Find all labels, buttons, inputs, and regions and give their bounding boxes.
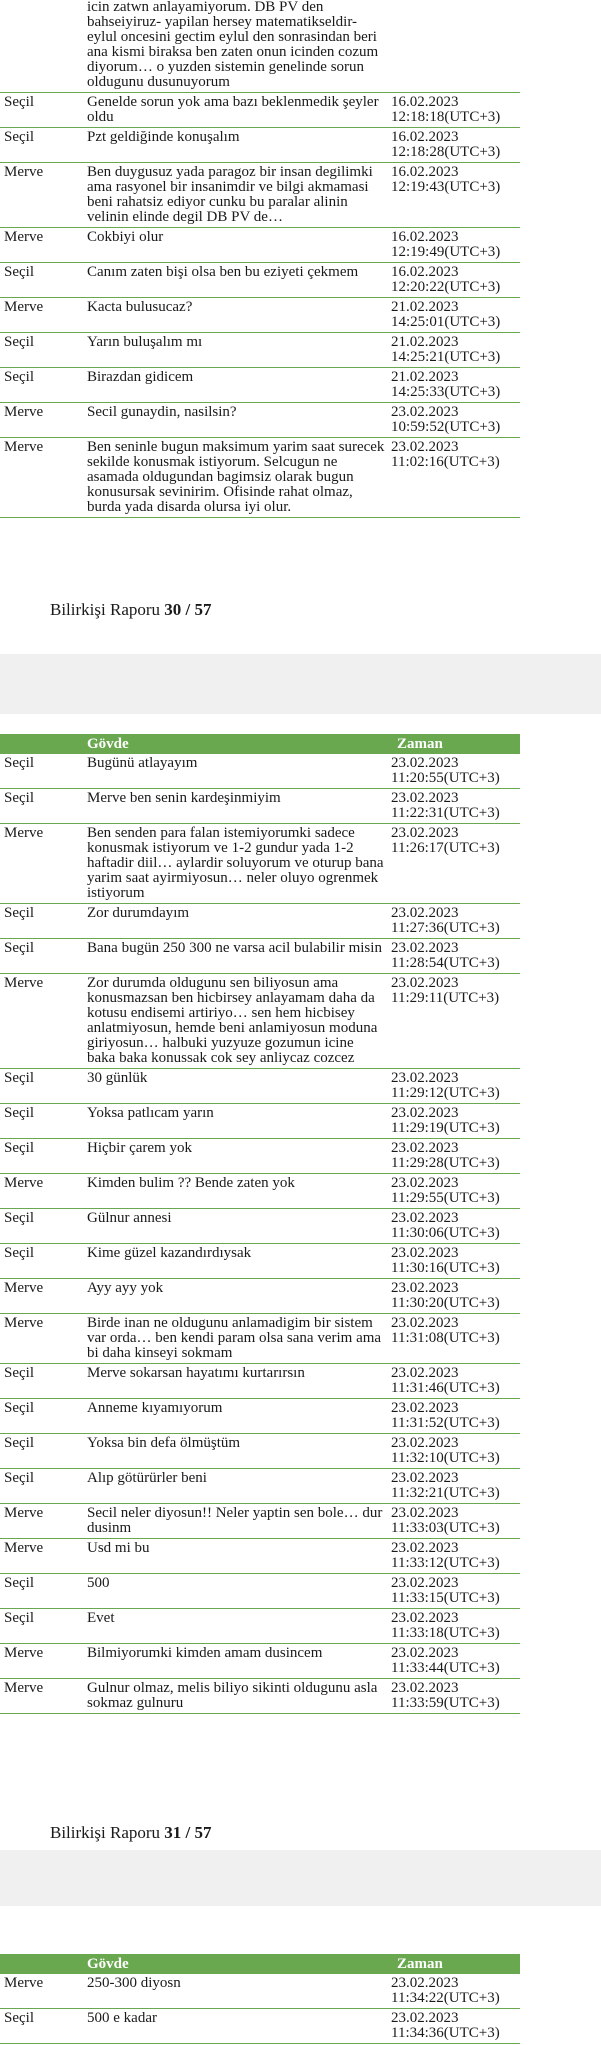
timestamp: 21.02.2023 14:25:01(UTC+3) bbox=[391, 299, 501, 330]
report-page-31 bbox=[0, 714, 601, 1850]
report-page-32 bbox=[0, 1906, 601, 2045]
timestamp: 23.02.2023 11:30:06(UTC+3) bbox=[391, 1210, 500, 1241]
sender-name: Merve bbox=[4, 825, 44, 841]
message-body: Gulnur olmaz, melis biliyo sikinti oldugunu asla sokmaz gulnuru bbox=[87, 1680, 378, 1711]
table-row bbox=[0, 904, 520, 939]
timestamp: 23.02.2023 11:20:55(UTC+3) bbox=[391, 755, 500, 786]
message-body: Zor durumdayım bbox=[87, 905, 190, 921]
timestamp: 23.02.2023 11:27:36(UTC+3) bbox=[391, 905, 500, 936]
timestamp: 16.02.2023 12:18:18(UTC+3) bbox=[391, 94, 501, 125]
message-body: Evet bbox=[87, 1610, 115, 1626]
table-row bbox=[0, 789, 520, 824]
message-body: Usd mi bu bbox=[87, 1540, 150, 1556]
table-header bbox=[0, 1954, 520, 1974]
table-row bbox=[0, 1279, 520, 1314]
table-row bbox=[0, 128, 520, 163]
message-body: 250-300 diyosn bbox=[87, 1975, 181, 1991]
timestamp: 23.02.2023 11:26:17(UTC+3) bbox=[391, 825, 500, 856]
table-row bbox=[0, 1314, 520, 1364]
table-header bbox=[0, 734, 520, 754]
timestamp: 23.02.2023 11:34:36(UTC+3) bbox=[391, 2010, 500, 2041]
timestamp: 23.02.2023 11:33:44(UTC+3) bbox=[391, 1645, 500, 1676]
timestamp: 23.02.2023 11:33:15(UTC+3) bbox=[391, 1575, 500, 1606]
timestamp: 23.02.2023 11:32:10(UTC+3) bbox=[391, 1435, 500, 1466]
message-body: Ayy ayy yok bbox=[87, 1280, 164, 1296]
message-body: 500 e kadar bbox=[87, 2010, 157, 2026]
sender-name: Merve bbox=[4, 1540, 44, 1556]
timestamp: 23.02.2023 11:29:11(UTC+3) bbox=[391, 975, 500, 1006]
table-row bbox=[0, 1574, 520, 1609]
sender-name: Seçil bbox=[4, 334, 34, 350]
table-row bbox=[0, 1469, 520, 1504]
table-row bbox=[0, 263, 520, 298]
message-body: Birazdan gidicem bbox=[87, 369, 194, 385]
sender-name: Seçil bbox=[4, 1245, 34, 1261]
message-body: Ben duygusuz yada paragoz bir insan degilimki ama rasyonel bir insanimdir ve bilgi akmamasi beni rahatsiz ediyor cunku bu paralar alinin velinin elinde degil DB PV de… bbox=[87, 164, 373, 225]
message-body: Alıp götürürler beni bbox=[87, 1470, 207, 1486]
sender-name: Merve bbox=[4, 975, 44, 991]
message-body: Yarın buluşalım mı bbox=[87, 334, 203, 350]
timestamp: 16.02.2023 12:20:22(UTC+3) bbox=[391, 264, 501, 295]
sender-name: Seçil bbox=[4, 755, 34, 771]
table-row bbox=[0, 93, 520, 128]
table-row bbox=[0, 0, 520, 93]
page-footer: Bilirkişi Raporu 31 / 57 bbox=[50, 1823, 212, 1842]
sender-name: Merve bbox=[4, 1175, 44, 1191]
header-time: Zaman bbox=[397, 736, 443, 752]
table-row bbox=[0, 1104, 520, 1139]
message-body: Anneme kıyamıyorum bbox=[87, 1400, 223, 1416]
sender-name: Merve bbox=[4, 404, 44, 420]
sender-name: Seçil bbox=[4, 1140, 34, 1156]
timestamp: 23.02.2023 11:29:28(UTC+3) bbox=[391, 1140, 500, 1171]
table-row bbox=[0, 754, 520, 789]
sender-name: Seçil bbox=[4, 1575, 34, 1591]
message-body: Ben seninle bugun maksimum yarim saat surecek sekilde konusmak istiyorum. Selcugun ne asamada oldugundan bagimsiz olarak bugun konusursak sevinirim. Ofisinde rahat olmaz, burda yada disarda olursa iyi olur. bbox=[87, 439, 385, 515]
sender-name: Merve bbox=[4, 1680, 44, 1696]
table-row bbox=[0, 1974, 520, 2009]
sender-name: Merve bbox=[4, 1505, 44, 1521]
message-body: Secil gunaydin, nasilsin? bbox=[87, 404, 237, 420]
message-body: Merve sokarsan hayatımı kurtarırsın bbox=[87, 1365, 305, 1381]
message-body: Zor durumda oldugunu sen biliyosun ama konusmazsan ben hicbirsey anlayamam daha da kotusu endisemi artiriyo… sen hem hicbisey anlatmiyosun, hemde beni anlamiyosun moduna giriyosun… halbuki yuzyuze gozumun icine baka baka konussak cok sey anliycaz cozcez bbox=[87, 975, 378, 1066]
message-body: Cokbiyi olur bbox=[87, 229, 164, 245]
table-row bbox=[0, 1209, 520, 1244]
timestamp: 16.02.2023 12:19:43(UTC+3) bbox=[391, 164, 501, 195]
timestamp: 23.02.2023 11:33:18(UTC+3) bbox=[391, 1610, 500, 1641]
header-body: Gövde bbox=[87, 1956, 129, 1972]
header-time: Zaman bbox=[397, 1956, 443, 1972]
table-row bbox=[0, 368, 520, 403]
sender-name: Seçil bbox=[4, 1470, 34, 1486]
message-body: Gülnur annesi bbox=[87, 1210, 172, 1226]
timestamp: 16.02.2023 12:18:28(UTC+3) bbox=[391, 129, 501, 160]
page-footer: Bilirkişi Raporu 30 / 57 bbox=[50, 600, 212, 619]
sender-name: Seçil bbox=[4, 2010, 34, 2026]
message-table bbox=[0, 734, 520, 1714]
sender-name: Merve bbox=[4, 1315, 44, 1331]
table-row bbox=[0, 1609, 520, 1644]
table-row bbox=[0, 974, 520, 1069]
timestamp: 23.02.2023 11:28:54(UTC+3) bbox=[391, 940, 500, 971]
table-row bbox=[0, 438, 520, 518]
message-body: Pzt geldiğinde konuşalım bbox=[87, 129, 240, 145]
sender-name: Seçil bbox=[4, 1400, 34, 1416]
timestamp: 23.02.2023 11:33:59(UTC+3) bbox=[391, 1680, 500, 1711]
message-body: Yoksa patlıcam yarın bbox=[87, 1105, 214, 1121]
message-body: Hiçbir çarem yok bbox=[87, 1140, 192, 1156]
report-page-30 bbox=[0, 0, 601, 654]
timestamp: 23.02.2023 11:02:16(UTC+3) bbox=[391, 439, 500, 470]
sender-name: Seçil bbox=[4, 1365, 34, 1381]
timestamp: 23.02.2023 10:59:52(UTC+3) bbox=[391, 404, 501, 435]
table-row bbox=[0, 333, 520, 368]
table-row bbox=[0, 2009, 520, 2044]
timestamp: 23.02.2023 11:31:46(UTC+3) bbox=[391, 1365, 500, 1396]
timestamp: 23.02.2023 11:32:21(UTC+3) bbox=[391, 1470, 500, 1501]
sender-name: Seçil bbox=[4, 1610, 34, 1626]
sender-name: Seçil bbox=[4, 369, 34, 385]
table-row bbox=[0, 939, 520, 974]
timestamp: 23.02.2023 11:29:19(UTC+3) bbox=[391, 1105, 500, 1136]
message-body: 500 bbox=[87, 1575, 110, 1591]
message-body: icin zatwn anlayamiyorum. DB PV den bahseiyiruz- yapilan hersey matematikseldir- eylul oncesini gectim eylul den sonrasindan beri ana kismi biraksa ben zaten onun icinden cozum diyorum… o yuzden sistemin genelinde sorun oldugunu dusunuyorum bbox=[87, 0, 379, 90]
timestamp: 23.02.2023 11:30:20(UTC+3) bbox=[391, 1280, 500, 1311]
timestamp: 23.02.2023 11:29:12(UTC+3) bbox=[391, 1070, 500, 1101]
timestamp: 16.02.2023 12:19:49(UTC+3) bbox=[391, 229, 501, 260]
sender-name: Seçil bbox=[4, 940, 34, 956]
sender-name: Seçil bbox=[4, 790, 34, 806]
timestamp: 21.02.2023 14:25:33(UTC+3) bbox=[391, 369, 501, 400]
table-row bbox=[0, 1504, 520, 1539]
message-body: Ben senden para falan istemiyorumki sadece konusmak istiyorum ve 1-2 gundur yada 1-2 haftadir diil… aylardir soluyorum ve oturup bana yarim saat ayirmiyosun… neler oluyo ogrenmek istiyorum bbox=[87, 825, 384, 901]
table-row bbox=[0, 1679, 520, 1714]
sender-name: Merve bbox=[4, 164, 44, 180]
message-body: Kimden bulim ?? Bende zaten yok bbox=[87, 1175, 295, 1191]
sender-name: Seçil bbox=[4, 264, 34, 280]
header-body: Gövde bbox=[87, 736, 129, 752]
message-body: 30 günlük bbox=[87, 1070, 148, 1086]
message-body: Bana bugün 250 300 ne varsa acil bulabilir misin bbox=[87, 940, 382, 956]
timestamp: 23.02.2023 11:31:52(UTC+3) bbox=[391, 1400, 500, 1431]
table-row bbox=[0, 1244, 520, 1279]
timestamp: 23.02.2023 11:22:31(UTC+3) bbox=[391, 790, 500, 821]
sender-name: Seçil bbox=[4, 1070, 34, 1086]
timestamp: 21.02.2023 14:25:21(UTC+3) bbox=[391, 334, 501, 365]
message-body: Secil neler diyosun!! Neler yaptin sen bole… dur dusinm bbox=[87, 1505, 383, 1536]
table-row bbox=[0, 403, 520, 438]
table-row bbox=[0, 1174, 520, 1209]
message-body: Bugünü atlayayım bbox=[87, 755, 198, 771]
timestamp: 23.02.2023 11:29:55(UTC+3) bbox=[391, 1175, 500, 1206]
sender-name: Seçil bbox=[4, 1435, 34, 1451]
timestamp: 23.02.2023 11:31:08(UTC+3) bbox=[391, 1315, 500, 1346]
sender-name: Merve bbox=[4, 1280, 44, 1296]
sender-name: Seçil bbox=[4, 94, 34, 110]
message-body: Bilmiyorumki kimden amam dusincem bbox=[87, 1645, 323, 1661]
table-row bbox=[0, 1434, 520, 1469]
table-row bbox=[0, 228, 520, 263]
message-body: Kime güzel kazandırdıysak bbox=[87, 1245, 252, 1261]
table-row bbox=[0, 1364, 520, 1399]
table-row bbox=[0, 298, 520, 333]
table-row bbox=[0, 1139, 520, 1174]
sender-name: Merve bbox=[4, 1645, 44, 1661]
table-row bbox=[0, 1069, 520, 1104]
message-body: Birde inan ne oldugunu anlamadigim bir sistem var orda… ben kendi param olsa sana verim ama bi daha kinseyi sokmam bbox=[87, 1315, 382, 1361]
table-row bbox=[0, 1539, 520, 1574]
sender-name: Merve bbox=[4, 229, 44, 245]
message-table bbox=[0, 0, 520, 518]
sender-name: Seçil bbox=[4, 905, 34, 921]
message-body: Genelde sorun yok ama bazı beklenmedik şeyler oldu bbox=[87, 94, 379, 125]
table-row bbox=[0, 163, 520, 228]
message-body: Yoksa bin defa ölmüştüm bbox=[87, 1435, 241, 1451]
table-row bbox=[0, 824, 520, 904]
table-row bbox=[0, 1399, 520, 1434]
message-table bbox=[0, 1954, 520, 2044]
sender-name: Merve bbox=[4, 1975, 44, 1991]
timestamp: 23.02.2023 11:30:16(UTC+3) bbox=[391, 1245, 500, 1276]
message-body: Canım zaten bişi olsa ben bu eziyeti çekmem bbox=[87, 264, 359, 280]
sender-name: Merve bbox=[4, 299, 44, 315]
timestamp: 23.02.2023 11:33:12(UTC+3) bbox=[391, 1540, 500, 1571]
timestamp: 23.02.2023 11:34:22(UTC+3) bbox=[391, 1975, 500, 2006]
message-body: Kacta bulusucaz? bbox=[87, 299, 193, 315]
message-body: Merve ben senin kardeşinmiyim bbox=[87, 790, 281, 806]
timestamp: 23.02.2023 11:33:03(UTC+3) bbox=[391, 1505, 500, 1536]
sender-name: Merve bbox=[4, 439, 44, 455]
sender-name: Seçil bbox=[4, 129, 34, 145]
sender-name: Seçil bbox=[4, 1210, 34, 1226]
sender-name: Seçil bbox=[4, 1105, 34, 1121]
table-row bbox=[0, 1644, 520, 1679]
